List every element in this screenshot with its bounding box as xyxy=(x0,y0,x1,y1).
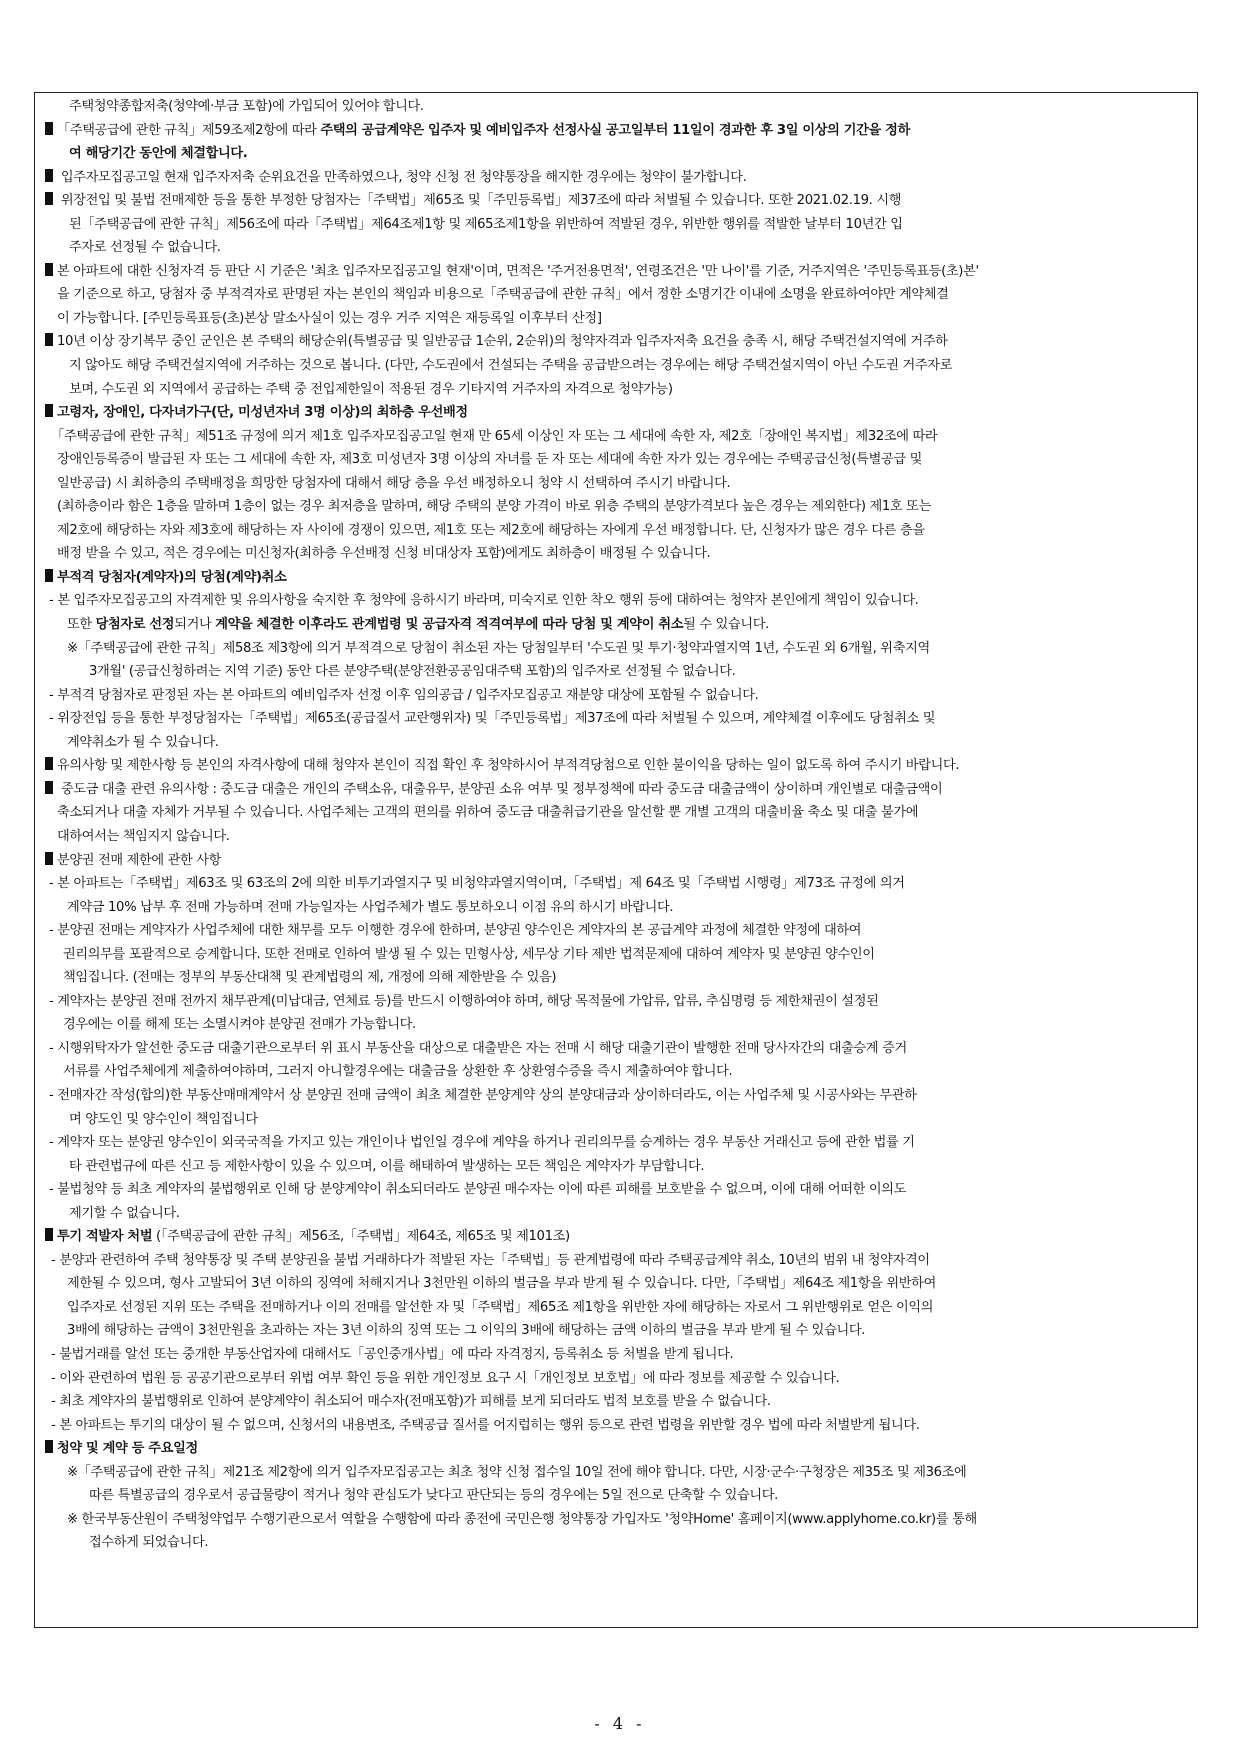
text-run: - 본 입주자모집공고의 자격제한 및 유의사항을 숙지한 후 청약에 응하시기 바라며, 미숙지로 인한 착오 행위 등에 대하여는 청약자 본인에게 책임이 있습니다. xyxy=(49,593,919,609)
text-line xyxy=(45,707,1187,731)
text-run: 지 않아도 해당 주택건설지역에 거주하는 것으로 봅니다. (다만, 수도권에서 건설되는 주택을 공급받으려는 경우에는 해당 주택건설지역이 아닌 수도권 거주자로 xyxy=(69,358,953,374)
text-line xyxy=(45,943,1187,967)
text-run: 입주자로 선정된 지위 또는 주택을 전매하거나 이의 전매를 알선한 자 및「주택법」제65조 제1항을 위반한 자에 해당하는 자로서 그 위반행위로 얻은 이익의 xyxy=(67,1299,934,1315)
text-line xyxy=(45,425,1187,449)
text-line xyxy=(45,1060,1187,1084)
section-line xyxy=(45,849,1187,873)
text-run: 주택의 공급계약은 입주자 및 예비입주자 선정사실 공고일부터 11일이 경과한 후 3일 이상의 기간을 정하 xyxy=(320,122,910,138)
text-run: 며 양도인 및 양수인이 책임집니다 xyxy=(69,1111,258,1127)
text-run: ※「주택공급에 관한 규칙」제58조 제3항에 의거 부적격으로 당첨이 취소된 자는 당첨일부터 '수도권 및 투기·청약과열지역 1년, 수도권 외 6개월, 위축지역 xyxy=(67,640,930,656)
text-line xyxy=(45,1319,1187,1343)
square-bullet-icon xyxy=(45,404,53,417)
section-line xyxy=(45,1437,1187,1461)
square-bullet-icon xyxy=(45,333,53,346)
text-line xyxy=(45,1484,1187,1508)
text-line xyxy=(45,1155,1187,1179)
text-run: 계약금 10% 납부 후 전매 가능하며 전매 가능일자는 사업주체가 별도 통보하오니 이점 유의 하시기 바랍니다. xyxy=(67,899,674,915)
section-line xyxy=(45,189,1187,213)
text-line xyxy=(45,1131,1187,1155)
text-run: 장애인등록증이 발급된 자 또는 그 세대에 속한 자, 제3호 미성년자 3명 이상의 자녀를 둔 자 또는 세대에 속한 자가 있는 경우에는 주택공급신청(특별공급 및 xyxy=(57,452,922,468)
text-line xyxy=(45,660,1187,684)
text-run: 계약을 체결한 이후라도 관계법령 및 공급자격 적격여부에 따라 당첨 및 계약이 취소 xyxy=(215,617,684,633)
text-run: 유의사항 및 제한사항 등 본인의 자격사항에 대해 청약자 본인이 직접 확인 후 청약하시어 부적격당첨으로 인한 불이익을 당하는 일이 없도록 하여 주시기 바랍니다. xyxy=(57,758,960,774)
text-run: 대하여서는 책임지지 않습니다. xyxy=(57,828,230,844)
text-run: 을 기준으로 하고, 당첨자 중 부적격자로 판명된 자는 본인의 책임과 비용으로「주택공급에 관한 규칙」에서 정한 소명기간 이내에 소명을 완료하여야만 계약체결 xyxy=(57,287,949,303)
notice-box xyxy=(34,92,1198,1628)
section-line xyxy=(45,166,1187,190)
text-run: 제2호에 해당하는 자와 제3호에 해당하는 자 사이에 경쟁이 있으면, 제1호 또는 제2호에 해당하는 자에게 우선 배정합니다. 단, 신청자가 많은 경우 다른 층을 xyxy=(57,522,925,538)
text-line xyxy=(45,95,1187,119)
text-run: - 불법청약 등 최초 계약자의 불법행위로 인해 당 분양계약이 취소되더라도 분양권 매수자는 이에 따른 피해를 보호받을 수 없으며, 이에 대해 어떠한 이의도 xyxy=(49,1182,907,1198)
square-bullet-icon xyxy=(45,757,53,770)
text-line xyxy=(45,142,1187,166)
text-run: 위장전입 및 불법 전매제한 등을 통한 부정한 당첨자는「주택법」제65조 및「주민등록법」제37조에 따라 처벌될 수 있습니다. 또한 2021.02.19. 시행 xyxy=(57,193,902,209)
text-line xyxy=(45,637,1187,661)
text-run: 「주택공급에 관한 규칙」제59조제2항에 따라 xyxy=(57,122,321,138)
text-run: - 분양과 관련하여 주택 청약통장 및 주택 분양권을 불법 거래하다가 적발된 자는「주택법」등 관계법령에 따라 주택공급계약 취소, 10년의 범위 내 청약자격이 xyxy=(51,1252,930,1268)
text-line xyxy=(45,519,1187,543)
text-run: 따른 특별공급의 경우로서 공급물량이 적거나 청약 관심도가 낮다고 판단되는 등의 경우에는 5일 전으로 단축할 수 있습니다. xyxy=(89,1488,778,1504)
text-run: - 계약자 또는 분양권 양수인이 외국국적을 가지고 있는 개인이나 법인일 경우에 계약을 하거나 권리의무를 승계하는 경우 부동산 거래신고 등에 관한 법률 기 xyxy=(49,1135,915,1151)
text-run: - 위장전입 등을 통한 부정당첨자는「주택법」제65조(공급질서 교란행위자) 및「주민등록법」제37조에 따라 처벌될 수 있으며, 계약체결 이후에도 당첨취소 및 xyxy=(49,711,936,727)
text-run: - 본 아파트는 투기의 대상이 될 수 없으며, 신청서의 내용변조, 주택공급 질서를 어지럽히는 행위 등으로 관련 법령을 위반할 경우 법에 따라 처벌받게 됩니다. xyxy=(51,1417,920,1433)
text-line xyxy=(45,378,1187,402)
text-run: - 계약자는 분양권 전매 전까지 채무관계(미납대금, 연체료 등)를 반드시 이행하여야 하며, 해당 목적물에 가압류, 압류, 추심명령 등 제한채권이 설정된 xyxy=(49,993,879,1009)
text-run: 중도금 대출 관련 유의사항 : 중도금 대출은 개인의 주택소유, 대출유무, 분양권 소유 여부 및 정부정책에 따라 중도금 대출금액이 상이하며 개인별로 대출금액이 xyxy=(57,781,943,797)
text-run: 청약 및 계약 등 주요일정 xyxy=(57,1441,198,1457)
text-line xyxy=(45,1084,1187,1108)
text-line xyxy=(45,731,1187,755)
square-bullet-icon xyxy=(45,781,53,794)
section-line xyxy=(45,119,1187,143)
text-line xyxy=(45,472,1187,496)
text-run: 3개월' (공급신청하려는 지역 기준) 동안 다른 분양주택(분양전환공공임대주택 포함)의 입주자로 선정될 수 없습니다. xyxy=(89,664,736,680)
text-run: 또한 xyxy=(67,617,96,633)
text-run: 본 아파트에 대한 신청자격 등 판단 시 기준은 '최초 입주자모집공고일 현재'이며, 면적은 '주거전용면적', 연령조건은 '만 나이'를 기준, 거주지역은 '주민등록표등(초)본' xyxy=(57,263,979,279)
text-run: 분양권 전매 제한에 관한 사항 xyxy=(57,852,222,868)
text-line xyxy=(45,354,1187,378)
text-line xyxy=(45,1272,1187,1296)
text-line xyxy=(45,495,1187,519)
text-run: 일반공급) 시 최하층의 주택배정을 희망한 당첨자에 대해서 해당 층을 우선 배정하오니 청약 시 선택하여 주시기 바랍니다. xyxy=(57,475,731,491)
text-line xyxy=(45,1414,1187,1438)
text-run: 이 가능합니다. [주민등록표등(초)본상 말소사실이 있는 경우 거주 지역은 재등록일 이후부터 산정] xyxy=(57,310,602,326)
text-run: - 본 아파트는「주택법」제63조 및 63조의 2에 의한 비투기과열지구 및 비청약과열지역이며,「주택법」제 64조 및「주택법 시행령」제73조 규정에 의거 xyxy=(49,876,905,892)
text-line xyxy=(45,919,1187,943)
square-bullet-icon xyxy=(45,263,53,276)
text-run: 당첨자로 선정 xyxy=(95,617,175,633)
text-run: 타 관련법규에 따른 신고 등 제한사항이 있을 수 있으며, 이를 해태하여 발생하는 모든 책임은 계약자가 부담합니다. xyxy=(69,1158,705,1174)
square-bullet-icon xyxy=(45,1440,53,1453)
text-run: (「주택공급에 관한 규칙」제56조,「주택법」제64조, 제65조 및 제101조) xyxy=(152,1229,570,1245)
page-number: - 4 - xyxy=(594,1714,646,1733)
text-run: 축소되거나 대출 자체가 거부될 수 있습니다. 사업주체는 고객의 편의를 위하여 중도금 대출취급기관을 알선할 뿐 개별 고객의 대출비율 축소 및 대출 불가에 xyxy=(57,805,919,821)
text-run: - 부적격 당첨자로 판정된 자는 본 아파트의 예비입주자 선정 이후 임의공급 / 입주자모집공고 재분양 대상에 포함될 수 없습니다. xyxy=(49,687,759,703)
square-bullet-icon xyxy=(45,1228,53,1241)
text-run: 권리의무를 포괄적으로 승계합니다. 또한 전매로 인하여 발생 될 수 있는 민형사상, 세무상 기타 제반 법적문제에 대하여 계약자 및 분양권 양수인이 xyxy=(63,946,875,962)
text-run: 여 해당기간 동안에 체결합니다. xyxy=(69,146,248,162)
text-line xyxy=(45,1296,1187,1320)
text-run: 배정 받을 수 있고, 적은 경우에는 미신청자(최하층 우선배정 신청 비대상자 포함)에게도 최하층이 배정될 수 있습니다. xyxy=(57,546,711,562)
text-run: 되거나 xyxy=(174,617,216,633)
text-line xyxy=(45,1013,1187,1037)
text-line xyxy=(45,966,1187,990)
text-line xyxy=(45,896,1187,920)
text-run: - 분양권 전매는 계약자가 사업주체에 대한 채무를 모두 이행한 경우에 한하며, 분양권 양수인은 계약자의 본 공급계약 과정에 체결한 약정에 대하여 xyxy=(49,923,862,939)
text-line xyxy=(45,825,1187,849)
text-run: - 이와 관련하여 법원 등 공공기관으로부터 위법 여부 확인 등을 위한 개인정보 요구 시「개인정보 보호법」에 따라 정보를 제공할 수 있습니다. xyxy=(51,1370,840,1386)
text-run: 보며, 수도권 외 지역에서 공급하는 주택 중 전입제한일이 적용된 경우 기타지역 거주자의 자격으로 청약가능) xyxy=(69,381,673,397)
text-line xyxy=(45,1249,1187,1273)
text-run: 제한될 수 있으며, 형사 고발되어 3년 이하의 징역에 처해지거나 3천만원 이하의 벌금을 부과 받게 될 수 있습니다. 다만,「주택법」제64조 제1항을 위반하여 xyxy=(67,1276,936,1292)
text-line xyxy=(45,1461,1187,1485)
text-run: 접수하게 되었습니다. xyxy=(89,1535,209,1551)
text-line xyxy=(45,1178,1187,1202)
text-line xyxy=(45,307,1187,331)
square-bullet-icon xyxy=(45,192,53,205)
text-run: 입주자모집공고일 현재 입주자저축 순위요건을 만족하였으나, 청약 신청 전 청약통장을 해지한 경우에는 청약이 불가합니다. xyxy=(57,169,747,185)
square-bullet-icon xyxy=(45,122,53,135)
text-run: 주자로 선정될 수 없습니다. xyxy=(69,240,221,256)
section-line xyxy=(45,754,1187,778)
text-line xyxy=(45,684,1187,708)
text-line xyxy=(45,1108,1187,1132)
text-line xyxy=(45,589,1187,613)
text-line xyxy=(45,1531,1187,1555)
text-line xyxy=(45,1343,1187,1367)
text-line xyxy=(45,542,1187,566)
text-run: 투기 적발자 처벌 xyxy=(57,1229,153,1245)
square-bullet-icon xyxy=(45,569,53,582)
text-line xyxy=(45,613,1187,637)
text-run: - 불법거래를 알선 또는 중개한 부동산업자에 대해서도「공인중개사법」에 따라 자격정지, 등록취소 등 처벌을 받게 됩니다. xyxy=(51,1346,734,1362)
text-line xyxy=(45,236,1187,260)
text-run: 서류를 사업주체에게 제출하여야하며, 그러지 아니할경우에는 대출금을 상환한 후 상환영수증을 즉시 제출하여야 합니다. xyxy=(63,1064,733,1080)
text-run: 될 수 있습니다. xyxy=(683,617,769,633)
text-line xyxy=(45,1367,1187,1391)
text-line xyxy=(45,1037,1187,1061)
text-run: 계약취소가 될 수 있습니다. xyxy=(67,734,219,750)
text-line xyxy=(45,1390,1187,1414)
text-run: - 전매자간 작성(합의)한 부동산매매계약서 상 분양권 전매 금액이 최초 체결한 분양계약 상의 분양대금과 상이하더라도, 이는 사업주체 및 시공사와는 무관하 xyxy=(49,1087,917,1103)
square-bullet-icon xyxy=(45,852,53,865)
text-run: 제기할 수 없습니다. xyxy=(69,1205,180,1221)
text-run: 3배에 해당하는 금액이 3천만원을 초과하는 자는 3년 이하의 징역 또는 그 이익의 3배에 해당하는 금액 이하의 벌금을 부과 받게 될 수 있습니다. xyxy=(67,1323,866,1339)
text-run: 책임집니다. (전매는 정부의 부동산대책 및 관계법령의 제, 개정에 의해 제한받을 수 있음) xyxy=(63,970,557,986)
text-run: 된「주택공급에 관한 규칙」제56조에 따라「주택법」제64조제1항 및 제65조제1항을 위반하여 적발된 경우, 위반한 행위를 적발한 날부터 10년간 입 xyxy=(69,216,903,232)
text-run: ※ 한국부동산원이 주택청약업무 수행기관으로서 역할을 수행함에 따라 종전에 국민은행 청약통장 가입자도 '청약Home' 홈페이지(www.applyhome.co.kr)를 통해 xyxy=(67,1511,977,1527)
text-run: 주택청약종합저축(청약예·부금 포함)에 가입되어 있어야 합니다. xyxy=(69,99,424,114)
text-line xyxy=(45,990,1187,1014)
text-run: 고령자, 장애인, 다자녀가구(단, 미성년자녀 3명 이상)의 최하층 우선배정 xyxy=(57,405,468,421)
section-line xyxy=(45,778,1187,802)
text-line xyxy=(45,801,1187,825)
section-line xyxy=(45,330,1187,354)
text-line xyxy=(45,1508,1187,1532)
square-bullet-icon xyxy=(45,169,53,182)
text-run: ※「주택공급에 관한 규칙」제21조 제2항에 의거 입주자모집공고는 최초 청약 신청 접수일 10일 전에 해야 합니다. 다만, 시장·군수·구청장은 제35조 및 제36조에 xyxy=(67,1464,967,1480)
text-line xyxy=(45,213,1187,237)
text-run: 부적격 당첨자(계약자)의 당첨(계약)취소 xyxy=(57,569,287,585)
section-line xyxy=(45,1225,1187,1249)
section-line xyxy=(45,566,1187,590)
text-run: (최하층이라 함은 1층을 말하며 1층이 없는 경우 최저층을 말하며, 해당 주택의 분양 가격이 바로 위층 주택의 분양가격보다 높은 경우는 제외한다) 제1호 또는 xyxy=(57,499,931,515)
text-run: 10년 이상 장기복무 중인 군인은 본 주택의 해당순위(특별공급 및 일반공급 1순위, 2순위)의 청약자격과 입주자저축 요건을 충족 시, 해당 주택건설지역에 거주하 xyxy=(57,334,948,350)
text-run: 「주택공급에 관한 규칙」제51조 규정에 의거 제1호 입주자모집공고일 현재 만 65세 이상인 자 또는 그 세대에 속한 자, 제2호「장애인 복지법」제32조에 따라 xyxy=(51,428,938,444)
text-line xyxy=(45,448,1187,472)
section-line xyxy=(45,401,1187,425)
text-run: 경우에는 이를 해제 또는 소멸시켜야 분양권 전매가 가능합니다. xyxy=(63,1017,416,1033)
text-run: - 시행위탁자가 알선한 중도금 대출기관으로부터 위 표시 부동산을 대상으로 대출받은 자는 전매 시 해당 대출기관이 발행한 전매 당사자간의 대출승계 증거 xyxy=(49,1040,907,1056)
section-line xyxy=(45,260,1187,284)
text-run: - 최초 계약자의 불법행위로 인하여 분양계약이 취소되어 매수자(전매포함)가 피해를 보게 되더라도 법적 보호를 받을 수 없습니다. xyxy=(51,1394,771,1410)
text-line xyxy=(45,1202,1187,1226)
text-line xyxy=(45,872,1187,896)
text-line xyxy=(45,283,1187,307)
